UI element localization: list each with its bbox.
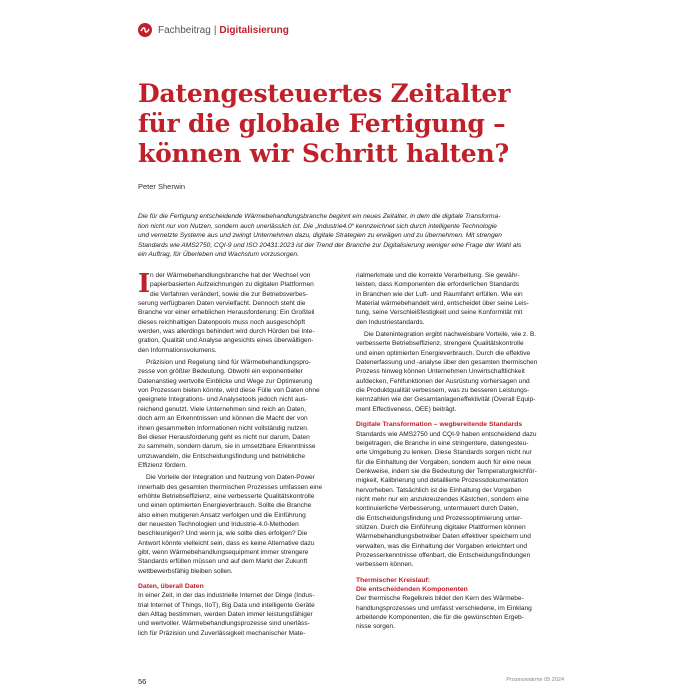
text-line: aufdecken, Fehlfunktionen der Ausrüstung vorhersagen und [356, 377, 530, 385]
page-number: 56 [138, 677, 147, 686]
text-line: Prozesserkenntnisse offenbart, die Entscheidungsfindungen [356, 551, 531, 559]
text-line: Branche vor einer erheblichen Herausforderung: Ein Großteil [138, 309, 315, 317]
title-line: für die globale Fertigung – [138, 109, 506, 138]
text-line: erte Umgebung zu lenken. Diese Standards sorgen nicht nur [356, 449, 532, 457]
text-line: gibt, wenn Wärmebehandlungsequipment immer strengere [138, 548, 309, 556]
text-line: Der thermische Regelkreis bildet den Kern des Wärmebe- [356, 595, 524, 603]
paragraph [356, 330, 566, 414]
author-name: Peter Sherwin [138, 182, 186, 191]
text-line: ment Effectiveness, OEE) beiträgt. [356, 405, 457, 413]
text-line: papierbasierten Aufzeichnungen zu digitalen Plattformen [150, 281, 314, 289]
text-line: hervorheben. Tatsächlich ist die Einhaltung der Vorgaben [356, 486, 522, 494]
text-line: zesse von größter Bedeutung. Obwohl ein exponentieller [138, 368, 303, 376]
article-lead [138, 212, 564, 260]
paragraph [138, 473, 348, 576]
lead-line: ein Auftrag, für Überleben und Wachstum vorzusorgen. [138, 251, 299, 259]
text-line: Antwort könnte vielleicht sein, dass es keine Alternative dazu [138, 539, 315, 547]
text-line: handlungsprozesses und umfasst verschiedene, im Einklang [356, 604, 532, 612]
text-line: wettbewerbsfähig bleiben sollen. [138, 567, 233, 575]
text-line: Datenanstieg wertvolle Einblicke und Wege zur Optimierung [138, 377, 313, 385]
text-line: Denkweise, indem sie die Bedeutung der Temperaturgleichför- [356, 467, 537, 475]
text-line: zu sammeln, sondern darum, sie in umsetzbare Erkenntnisse [138, 443, 316, 451]
text-line: stützen. Durch die Einführung digitaler Plattformen können [356, 523, 526, 531]
section-header [138, 22, 289, 38]
paragraph-intro [138, 271, 348, 355]
text-line: beschleunigen? Und wenn ja, wie sollte dies erfolgen? Die [138, 530, 308, 538]
text-line: migkeit, Kalibrierung und detaillierte Prozessdokumentation [356, 477, 529, 485]
paragraph [138, 591, 348, 638]
text-line: von Prozessen bieten könnte, wird diese Fülle von Daten ohne [138, 387, 320, 395]
title-line: können wir Schritt halten? [138, 139, 509, 168]
text-line: Datenerfassung und -analyse über den gesamten thermischen [356, 359, 538, 367]
paragraph [138, 358, 348, 470]
text-line: und einen optimierten Energieverbrauch. Durch die effektive [356, 349, 531, 357]
text-line: Präzision und Regelung sind für Wärmebehandlungspro- [146, 359, 311, 367]
text-line: in Branchen wie der Luft- und Raumfahrt erfüllen. Wie ein [356, 290, 523, 298]
text-line: beigetragen, die Branche in eine stringentere, datengesteu- [356, 439, 529, 447]
text-line: In einer Zeit, in der das industrielle Internet der Dinge (Indus- [138, 592, 315, 600]
paragraph [356, 430, 566, 570]
text-line: nicht mehr nur ein anzukreuzendes Kästchen, sondern eine [356, 495, 529, 503]
text-line: geeignete Integrations- und Analysetools jedoch nicht aus- [138, 396, 308, 404]
text-line: also einen mutigeren Ansatz verfolgen und die Einführung [138, 511, 306, 519]
section-heading: Die entscheidenden Komponenten [356, 586, 468, 593]
text-line: trial Internet of Things, IIoT), Big Data und intelligente Geräte [138, 601, 315, 609]
drop-cap: I [138, 269, 151, 299]
text-line: und wertvoller. Wärmebehandlungsprozesse sind unerläss- [138, 620, 310, 628]
text-line: erhöhte Betriebseffizienz, eine verbesserte Qualitätskontrolle [138, 492, 315, 500]
section-heading: Digitale Transformation – wegbereitende Standards [356, 421, 523, 429]
text-line: Bei dieser Herausforderung geht es nicht nur darum, Daten [138, 433, 310, 441]
text-line: gration, Qualität und Analyse angesichts eines überwältigen- [138, 337, 314, 345]
text-line: verwalten, was die Einhaltung der Vorgaben erleichtert und [356, 542, 528, 550]
text-line: Wärmebehandlungsbetreiber Daten effektiver speichern und [356, 533, 531, 541]
text-line: doch arm an Erkenntnissen und können die Macht der von [138, 415, 308, 423]
text-line: dieses reichhaltigen Datenpools muss noch ausgeschöpft [138, 318, 306, 326]
section-heading: Daten, überall Daten [138, 583, 204, 590]
text-line: und einen optimierten Energieverbrauch. Sollte die Branche [138, 502, 312, 510]
text-line: nisse sorgen. [356, 623, 395, 631]
text-line: lich für Präzision und Zuverlässigkeit mechanischer Mate- [138, 629, 306, 637]
text-line: die Entscheidungsfindung und Prozessoptimierung unter- [356, 514, 523, 522]
text-line: tung, seine Verschleißfestigkeit und seine Konformität mit [356, 309, 523, 317]
page-footer [138, 677, 564, 686]
text-line: den Industriestandards. [356, 318, 425, 326]
section-label: Fachbeitrag [158, 24, 211, 36]
text-line: Prozess hinweg können Unternehmen Unwirtschaftlichkeit [356, 368, 525, 376]
publication-name: Prozesswärme 05 2024 [506, 677, 564, 683]
section-heading: Thermischer Kreislauf: [356, 576, 431, 584]
text-line: Die Vorteile der Integration und Nutzung von Daten-Power [146, 474, 315, 482]
lead-line: tion nicht nur von Nutzen, sondern auch unerlässlich ist. Die „Industrie4.0“ kennzeichnet sich durch intelligente Technologie [138, 222, 497, 230]
text-line: kennzahlen wie der Gesamtanlageneffektivität (Overall Equip- [356, 396, 536, 404]
text-line: Standards erfüllen müssen und auf dem Markt der Zukunft [138, 558, 308, 566]
text-line: rialmerkmale und die korrekte Verarbeitung. Sie gewähr- [356, 272, 520, 279]
text-line: verbesserte Betriebseffizienz, strengere Qualitätskontrolle [356, 340, 524, 348]
text-line: innerhalb des gesamten thermischen Prozesses umfassen eine [138, 483, 323, 491]
paragraph [356, 271, 566, 327]
lead-line: Standards wie AMS2750, CQI-9 und ISO 20431:2023 ist der Trend der Branche zur Digitalisierung weniger eine Frage der Wahl als [138, 241, 522, 249]
text-line: leisten, dass Komponenten die erforderlichen Standards [356, 281, 520, 289]
wave-logo-icon [138, 23, 152, 37]
section-category: Digitalisierung [219, 24, 289, 36]
text-line: werden, was allerdings behindert wird durch Hürden bei Inte- [138, 328, 315, 336]
text-line: Standards wie AMS2750 und CQI-9 haben entscheidend dazu [356, 430, 537, 438]
left-column [138, 271, 348, 638]
text-line: für die Einhaltung der Vorgaben, sondern auch für eine neue [356, 458, 532, 466]
text-line: reichend genutzt. Viele Unternehmen sind reich an Daten, [138, 405, 307, 413]
text-line: verbessern können. [356, 561, 414, 569]
text-line: der neuesten Technologien und Industrie-4.0-Methoden [138, 520, 299, 528]
text-line: den Alltag bestimmen, werden Daten immer leistungsfähiger [138, 611, 313, 619]
text-line: n der Wärmebehandlungsbranche hat der Wechsel von [150, 272, 311, 279]
title-line: Datengesteuertes Zeitalter [138, 79, 511, 108]
lead-line: und vernetzte Systeme aus und zwingt Unternehmen dazu, digitale Strategien zu erwägen und zu übernehmen. Mit strengen [138, 232, 502, 240]
text-line: die Verfahren verändert, sowie die zur Betriebsverbes- [150, 290, 308, 298]
text-line: umzuwandeln, die Entscheidungsfindung und betriebliche [138, 452, 306, 460]
lead-line: Die für die Fertigung entscheidende Wärmebehandlungsbranche beginnt ein neues Zeitalter, in dem die digitale Transforma- [138, 213, 501, 220]
article-title [138, 79, 578, 169]
right-column [356, 271, 566, 632]
section-separator: | [213, 24, 217, 36]
text-line: Effizienz fördern. [138, 461, 188, 469]
text-line: Material wärmebehandelt wird, entscheidet über seine Leis- [356, 300, 529, 308]
paragraph [356, 594, 566, 631]
text-line: Die Datenintegration ergibt nachweisbare Vorteile, wie z. B. [364, 331, 537, 339]
text-line: kontinuierliche Verbesserung, untermauert durch Daten, [356, 505, 519, 513]
text-line: serung verfügbaren Daten vervielfacht. Dennoch steht die [138, 300, 306, 308]
text-line: die Produktqualität verbessern, was zu besseren Leistungs- [356, 387, 530, 395]
text-line: arbeitende Komponenten, die für die gewünschten Ergeb- [356, 614, 524, 622]
text-line: ihnen gesammelten Informationen nicht vollständig nutzen. [138, 424, 309, 432]
text-line: den Informationsvolumens. [138, 346, 217, 354]
